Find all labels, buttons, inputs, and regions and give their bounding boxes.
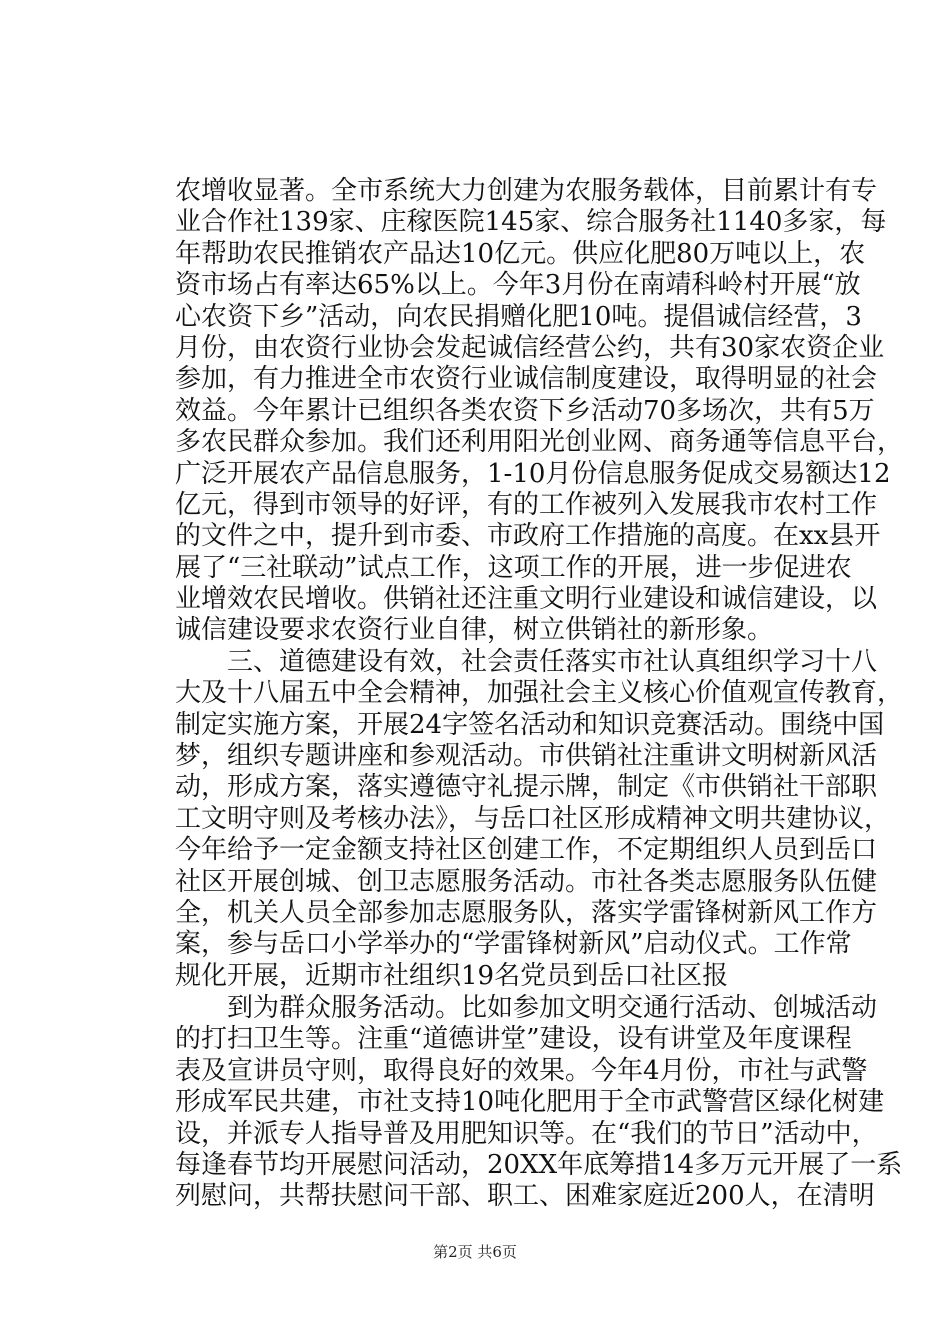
- text-line: 效益。今年累计已组织各类农资下乡活动70多场次，共有5万: [175, 395, 875, 426]
- text-line: 业合作社139家、庄稼医院145家、综合服务社1140多家，每: [175, 207, 887, 238]
- text-line: 大及十八届五中全会精神，加强社会主义核心价值观宣传教育，: [175, 678, 904, 709]
- text-line: 到为群众服务活动。比如参加文明交通行活动、创城活动: [175, 993, 878, 1023]
- text-line: 形成军民共建，市社支持10吨化肥用于全市武警营区绿化树建: [175, 1087, 885, 1118]
- text-line: 制定实施方案，开展24字签名活动和知识竞赛活动。围绕中国: [175, 709, 885, 740]
- text-line: 每逢春节均开展慰问活动，20XX年底筹措14多万元开展了一系: [175, 1149, 903, 1180]
- body-text-section-1-continued: [175, 741, 891, 992]
- text-line: 三、道德建设有效，社会责任落实市社认真组织学习十八: [175, 646, 878, 677]
- text-line: 参加，有力推进全市农资行业诚信制度建设，取得明显的社会: [175, 364, 878, 395]
- text-line: 工文明守则及考核办法》，与岳口社区形成精神文明共建协议，: [175, 803, 891, 834]
- text-line: 设，并派专人指导普及用肥知识等。在“我们的节日”活动中，: [175, 1118, 878, 1149]
- text-line: 月份，由农资行业协会发起诚信经营公约，共有30家农资企业: [175, 332, 885, 363]
- text-line: 亿元，得到市领导的好评，有的工作被列入发展我市农村工作: [175, 489, 878, 520]
- body-text-section-2: [175, 993, 903, 1213]
- text-line: 资市场占有率达65%以上。今年3月份在南靖科岭村开展“放: [175, 270, 861, 301]
- text-line: 业增效农民增收。供销社还注重文明行业建设和诚信建设，以: [175, 584, 878, 615]
- text-line: 诚信建设要求农资行业自律，树立供销社的新形象。: [175, 615, 774, 646]
- text-line: 农增收显著。全市系统大力创建为农服务载体，目前累计有专: [175, 176, 878, 206]
- text-line: 多农民群众参加。我们还利用阳光创业网、商务通等信息平台，: [175, 427, 904, 458]
- text-line: 的打扫卫生等。注重“道德讲堂”建设，设有讲堂及年度课程: [175, 1024, 852, 1055]
- text-line: 社区开展创城、创卫志愿服务活动。市社各类志愿服务队伍健: [175, 866, 878, 897]
- text-line: 表及宣讲员守则，取得良好的效果。今年4月份，市社与武警: [175, 1055, 868, 1086]
- text-line: 案，参与岳口小学举办的“学雷锋树新风”启动仪式。工作常: [175, 929, 852, 960]
- text-line: 今年给予一定金额支持社区创建工作，不定期组织人员到岳口: [175, 835, 878, 866]
- text-line: 展了“三社联动”试点工作，这项工作的开展，进一步促进农: [175, 552, 852, 583]
- body-text-section-1: [175, 176, 904, 741]
- text-line: 梦，组织专题讲座和参观活动。市供销社注重讲文明树新风活: [175, 741, 878, 771]
- text-line: 的文件之中，提升到市委、市政府工作措施的高度。在xx县开: [175, 521, 881, 552]
- text-line: 广泛开展农产品信息服务，1-10月份信息服务促成交易额达12: [175, 458, 891, 489]
- text-line: 全，机关人员全部参加志愿服务队，落实学雷锋树新风工作方: [175, 897, 878, 928]
- page-number-footer: 第2页 共6页: [433, 1243, 517, 1261]
- text-line: 规化开展，近期市社组织19名党员到岳口社区报: [175, 960, 729, 991]
- text-line: 动，形成方案，落实遵德守礼提示牌，制定《市供销社干部职: [175, 772, 878, 803]
- text-line: 心农资下乡”活动，向农民捐赠化肥10吨。提倡诚信经营，3: [175, 301, 862, 332]
- text-line: 年帮助农民推销农产品达10亿元。供应化肥80万吨以上，农: [175, 238, 866, 269]
- text-line: 列慰问，共帮扶慰问干部、职工、困难家庭近200人，在清明: [175, 1181, 875, 1212]
